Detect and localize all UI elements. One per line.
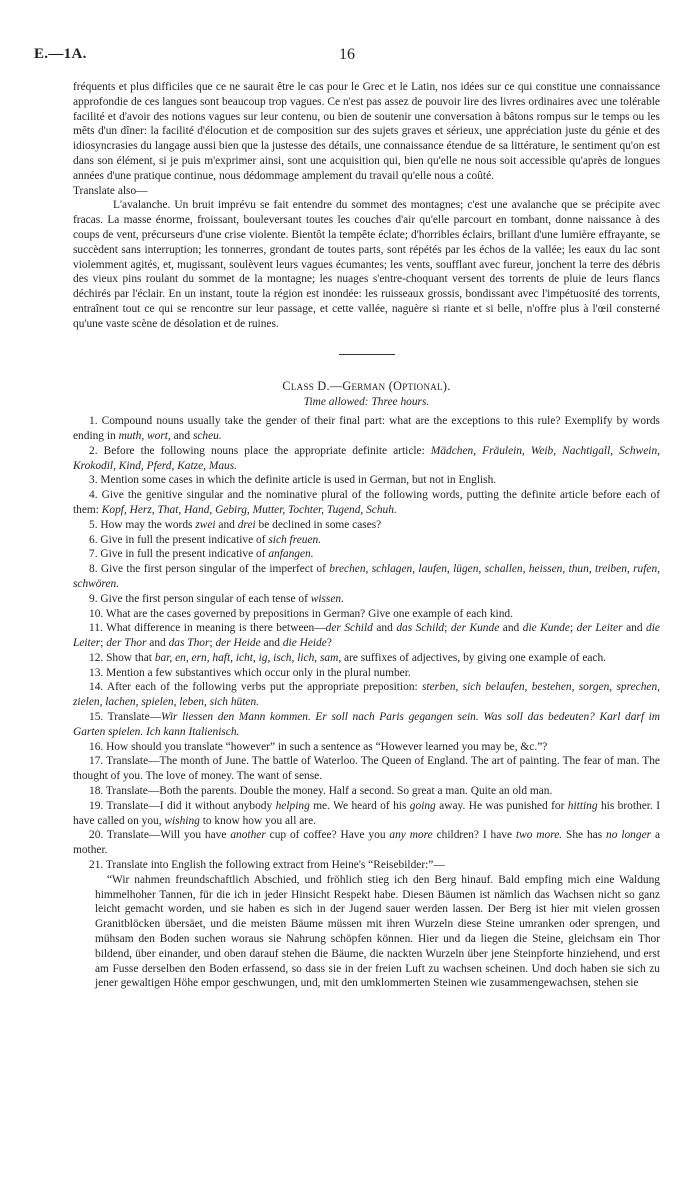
time-allowed: Time allowed: Three hours.	[303, 396, 430, 409]
question-italic-text: zwei	[195, 518, 216, 531]
question-italic-text: anfangen.	[268, 548, 314, 561]
question-item	[73, 592, 660, 607]
class-title: Class D.—German (Optional).	[282, 378, 451, 393]
question-italic-text: going	[409, 799, 436, 812]
question-text: a mother.	[73, 829, 661, 857]
question-text: 15. Translate—	[89, 711, 162, 724]
question-item	[73, 547, 660, 562]
question-text: away. He was punished for	[435, 799, 568, 812]
question-item	[73, 710, 660, 740]
question-item	[73, 621, 660, 651]
question-text: 10. What are the cases governed by prepositions in German? Give one example of each kind.	[89, 607, 513, 620]
question-item	[73, 754, 660, 784]
question-text: ?	[326, 637, 332, 650]
question-italic-text: das Schild	[396, 622, 445, 635]
question-italic-text: Wir liessen den Mann kommen. Er soll nach Paris gegangen sein. Was soll das bedeuten? Karl darf im Garten spielen. Ich kann Italienisch.	[73, 711, 660, 738]
question-text: 5. How may the words	[89, 518, 196, 531]
question-text: his brother. I have called on you,	[73, 799, 660, 827]
question-text: cup of coffee? Have you	[265, 829, 390, 842]
question-item	[73, 828, 660, 858]
question-text: children? I have	[432, 829, 516, 842]
question-text: 17. Translate—The month of June. The battle of Waterloo. The Queen of England. The art of painting. The fear of man. The thought of you. The love of money. The want of sense.	[73, 755, 660, 783]
question-italic-text: muth, wort,	[118, 429, 171, 442]
question-text: 3. Mention some cases in which the definite article is used in German, but not in English.	[89, 474, 497, 487]
question-item	[73, 533, 660, 548]
question-item	[73, 858, 660, 873]
question-text: and	[215, 518, 238, 531]
page-body	[73, 80, 660, 991]
question-item	[73, 651, 660, 666]
question-text: 7. Give in full the present indicative of	[89, 548, 269, 561]
question-italic-text: helping	[275, 799, 310, 812]
question-item	[73, 740, 660, 755]
question-text: me. We heard of his	[309, 799, 410, 812]
question-italic-text: another	[230, 829, 266, 842]
question-text: ;	[100, 637, 107, 650]
question-italic-text: die Kunde	[522, 622, 570, 635]
question-text: 18. Translate—Both the parents. Double the money. Half a second. So great a man. Quite an old man.	[89, 785, 553, 798]
question-item	[73, 680, 660, 710]
question-item	[73, 799, 660, 829]
question-item	[73, 488, 660, 518]
question-italic-text: scheu.	[192, 429, 222, 442]
question-item	[73, 562, 660, 592]
question-italic-text: das Thor	[168, 637, 210, 650]
question-text: 20. Translate—Will you have	[89, 829, 231, 842]
question-italic-text: die Heide	[282, 637, 327, 650]
question-text: 14. After each of the following verbs put the appropriate preposition:	[89, 681, 422, 694]
question-item	[73, 607, 660, 622]
french-paragraph-1: fréquents et plus difficiles que ce ne saurait être le cas pour le Grec et le Latin, nos idées sur ce qui constitue une connaissance approfondie de ces langues sont beaucoup trop vagues. Ce n'est pas assez de pouvoir lire des livres ordinaires avec une tolérable facilité et d'avoir des notions vagues sur leur contenu, ou bien de soutenir une conversation à bâtons rompus sur le temps ou les mêts d'un dîner: la facilité d'élocution et de composition sur des sujets graves et sérieux, une appréciation juste du génie et des idiosyncrasies du langage aussi bien que la justesse des détails, une connaissance étendue de sa littérature, le sentiment qu'on est dans son élément, si je puis m'exprimer ainsi, sont une acquisition qui, bien qu'elle ne nous soit accessible qu'après de longues années d'une pratique continue, nous dédommage amplement du travail qu'elle nous a coûté.	[73, 81, 660, 182]
question-text: to know how you all are.	[199, 814, 316, 827]
question-text: 11. What difference in meaning is there between—	[89, 622, 326, 635]
question-italic-text: die Leiter	[73, 622, 660, 650]
question-text: 12. Show that	[89, 651, 155, 664]
question-italic-text: two more.	[515, 829, 563, 842]
question-item	[73, 784, 660, 799]
question-text: and	[372, 622, 397, 635]
question-text: be declined in some cases?	[255, 518, 382, 531]
french-paragraph-avalanche: L'avalanche. Un bruit imprévu se fait entendre du sommet des montagnes; c'est une avalanche que se précipite avec fracas. La masse énorme, froissant, bouleversant toutes les couches d'air qu'elle parcourt en tombant, donne naissance à des coups de vent, précurseurs d'une crise violente. Bientôt la tempête éclate; d'horribles éclairs, brillant d'une lumière effrayante, se succèdent sans interruption; les tonnerres, grondant de toutes parts, sont répétés par les échos de la vallée; les eaux du lac sont violemment agités, et, mugissant, soulèvent leurs vagues écumantes; les vents, soufflant avec fureur, jonchent la terre des débris des vieux pins roulant du sommet de la montagne; les nuages s'entre-choquant versent des torrents de pluie de leurs flancs déchirés par l'éclair. En un instant, toute la région est inondée: les ruisseaux grossis, bondissant avec l'impétuosité des torrents, entraînent tout ce qui se rencontre sur leur passage, et cette vallée, naguère si riante et si belle, n'offre plus à l'œil consterné qu'une vaste scène de désolation et de ruines.	[73, 199, 660, 330]
question-italic-text: hitting	[567, 799, 598, 812]
question-text: 19. Translate—I did it without anybody	[89, 799, 276, 812]
question-text: are suffixes of adjectives, by giving one example of each.	[341, 651, 607, 664]
question-text: 6. Give in full the present indicative of	[89, 533, 269, 546]
question-italic-text: sterben, sich belaufen, bestehen, sorgen, sprechen, zielen, lachen, spielen, leben, sich hüten.	[73, 681, 660, 709]
question-italic-text: any more	[389, 829, 433, 842]
question-item	[73, 473, 660, 488]
question-text: and	[622, 622, 647, 635]
question-text: 4. Give the genitive singular and the nominative plural of the following words, putting the definite article before each of them:	[73, 489, 660, 516]
question-italic-text: wissen.	[310, 592, 344, 605]
heine-extract: “Wir nahmen freundschaftlich Abschied, und fröhlich stieg ich den Berg hinauf. Bald empfing mich eine Waldung himmelhoher Tannen, für die ich in jeder Hinsicht Respekt habe. Diesen Bäumen ist nämlich das Wachsen nicht so ganz leicht gemacht worden, und sie haben es sich in der Jugend sauer werden lassen. Der Berg ist hier mit vielen grossen Granitblöcken übersäet, und die meisten Bäume müssen mit ihren Wurzeln diese Steine umranken oder sprengen, und mühsam den Boden suchen woraus sie Nahrung schöpfen können. Hier und da liegen die Steine, gleichsam ein Thor bildend, über einander, und oben darauf stehen die Bäume, die nackten Wurzeln über jene Steinpforte hinziehend, und erst am Fusse derselben den Boden erfassend, so dass sie in der freien Luft zu wachsen scheinen. Und doch haben sie sich zu jener gewaltigen Höhe empor geschwungen, und, mit den umklommerten Steinen wie zusammengewachsen, stehen sie	[95, 873, 660, 990]
question-italic-text: sich freuen.	[268, 533, 322, 546]
question-text: 1. Compound nouns usually take the gender of their final part: what are the exceptions to this rule? Exemplify by words ending in	[73, 415, 660, 442]
page-number: 16	[339, 46, 355, 63]
question-text: 2. Before the following nouns place the appropriate definite article:	[89, 444, 431, 457]
question-italic-text: Mädchen, Fräulein, Weib, Nachtigall, Schwein, Krokodil, Kind, Pferd, Katze, Maus.	[73, 444, 660, 472]
question-italic-text: no longer	[606, 829, 652, 842]
question-italic-text: drei	[237, 518, 256, 531]
question-italic-text: der Thor	[106, 637, 147, 650]
question-italic-text: der Leiter	[576, 622, 623, 635]
question-text: ;	[444, 622, 451, 635]
translate-also-label: Translate also—	[73, 184, 148, 197]
question-item	[73, 518, 660, 533]
question-item	[73, 444, 660, 474]
question-text: 8. Give the first person singular of the imperfect of	[89, 563, 330, 576]
question-text: 13. Mention a few substantives which occur only in the plural number.	[89, 666, 411, 679]
question-italic-text: bar, en, ern, haft, icht, ig, isch, lich, sam,	[154, 651, 342, 664]
document-reference: E.—1A.	[34, 46, 87, 62]
question-italic-text: Kopf, Herz, That, Hand, Gebirg, Mutter, Tochter, Tugend, Schuh.	[101, 503, 397, 516]
question-item	[73, 666, 660, 681]
question-italic-text: wishing	[164, 814, 200, 827]
question-italic-text: der Heide	[215, 637, 261, 650]
question-text: ;	[569, 622, 577, 635]
question-italic-text: brechen, schlagen, laufen, lügen, schallen, heissen, thun, treiben, rufen, schwören.	[73, 563, 660, 590]
page-header	[34, 46, 660, 66]
question-list	[73, 414, 660, 873]
section-divider	[339, 354, 395, 355]
question-text: 9. Give the first person singular of each tense of	[89, 592, 311, 605]
question-italic-text: der Kunde	[450, 622, 500, 635]
question-text: ;	[209, 637, 216, 650]
question-item	[73, 414, 660, 444]
question-text: and	[146, 637, 169, 650]
question-text: 16. How should you translate “however” in such a sentence as “However learned you may be, &c.”?	[89, 740, 548, 753]
question-text: and	[499, 622, 523, 635]
question-text: 21. Translate into English the following extract from Heine's “Reisebilder:”—	[89, 859, 445, 872]
question-text: and	[260, 637, 283, 650]
question-italic-text: der Schild	[325, 622, 373, 635]
question-text: She has	[562, 829, 607, 842]
question-text: and	[170, 429, 193, 442]
